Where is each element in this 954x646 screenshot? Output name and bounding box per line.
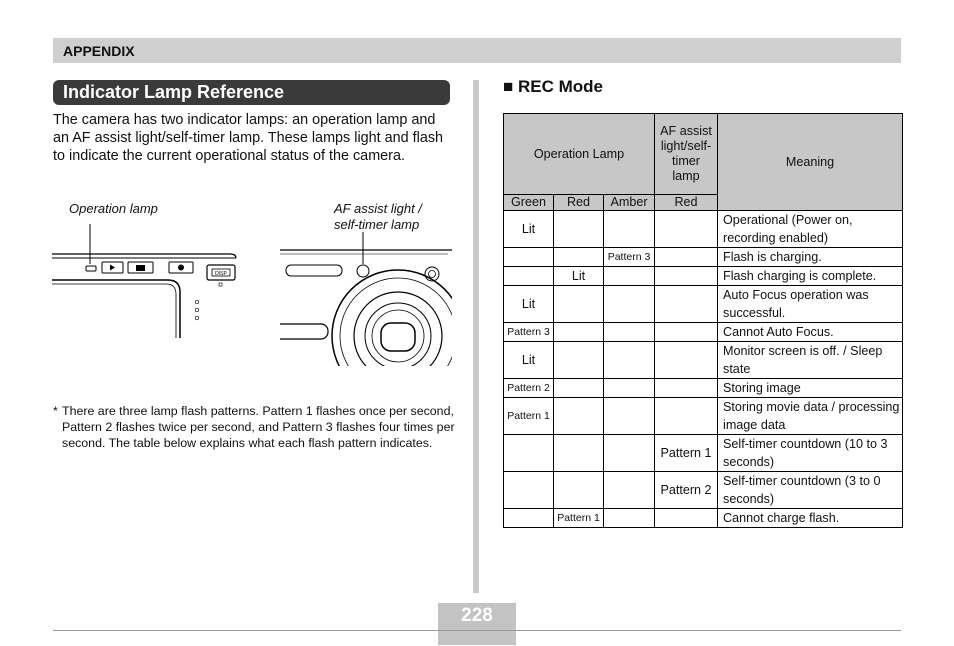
cell-meaning: Cannot Auto Focus. — [718, 323, 903, 342]
table-row — [504, 379, 903, 398]
indicator-lamp-table — [503, 113, 903, 528]
cell-green: Lit — [504, 342, 554, 379]
table-row — [504, 267, 903, 286]
cell-amber — [604, 509, 655, 528]
cell-af: Pattern 2 — [655, 472, 718, 509]
cell-af — [655, 509, 718, 528]
cell-red: Pattern 1 — [554, 509, 604, 528]
footnote-star: * — [53, 404, 58, 418]
footnote-text: There are three lamp flash patterns. Pattern 1 flashes once per second, Pattern 2 flashes twice per second, and Pattern 3 flashes four times per second. The table below explains what each flash pattern indicates. — [62, 404, 455, 450]
camera-front-illustration — [280, 232, 452, 366]
cell-meaning: Flash is charging. — [718, 248, 903, 267]
page-number: 228 — [461, 605, 493, 626]
section-title: Indicator Lamp Reference — [63, 82, 285, 102]
cell-amber — [604, 211, 655, 248]
cell-green — [504, 509, 554, 528]
camera-back-illustration — [52, 218, 242, 338]
cell-amber — [604, 472, 655, 509]
caption-operation-lamp: Operation lamp — [69, 201, 158, 216]
cell-green — [504, 435, 554, 472]
cell-red — [554, 248, 604, 267]
cell-green: Pattern 1 — [504, 398, 554, 435]
header-af-red: Red — [655, 195, 718, 211]
cell-meaning: Auto Focus operation was successful. — [718, 286, 903, 323]
header-operation-lamp: Operation Lamp — [504, 114, 655, 195]
cell-meaning: Self-timer countdown (3 to 0 seconds) — [718, 472, 903, 509]
cell-red — [554, 379, 604, 398]
cell-red — [554, 435, 604, 472]
header-af-lamp: AF assist light/self-timer lamp — [655, 114, 718, 195]
cell-meaning: Storing movie data / processing image data — [718, 398, 903, 435]
cell-meaning: Flash charging is complete. — [718, 267, 903, 286]
cell-red: Lit — [554, 267, 604, 286]
cell-af — [655, 267, 718, 286]
cell-green — [504, 248, 554, 267]
cell-amber — [604, 342, 655, 379]
cell-af — [655, 211, 718, 248]
cell-red — [554, 398, 604, 435]
cell-meaning: Monitor screen is off. / Sleep state — [718, 342, 903, 379]
cell-meaning: Storing image — [718, 379, 903, 398]
header-label: APPENDIX — [63, 43, 135, 59]
cell-red — [554, 323, 604, 342]
table-row — [504, 286, 903, 323]
cell-af — [655, 323, 718, 342]
cell-af: Pattern 1 — [655, 435, 718, 472]
table-row — [504, 435, 903, 472]
cell-af — [655, 342, 718, 379]
cell-meaning: Cannot charge flash. — [718, 509, 903, 528]
caption-af-lamp: AF assist light / self-timer lamp — [334, 201, 422, 232]
cell-meaning: Operational (Power on, recording enabled) — [718, 211, 903, 248]
cell-amber — [604, 398, 655, 435]
cell-green — [504, 267, 554, 286]
header-meaning: Meaning — [718, 114, 903, 211]
cell-red — [554, 472, 604, 509]
cell-amber — [604, 323, 655, 342]
table-row — [504, 248, 903, 267]
cell-green — [504, 472, 554, 509]
cell-amber — [604, 267, 655, 286]
table-row — [504, 472, 903, 509]
cell-red — [554, 342, 604, 379]
header-bar — [53, 38, 901, 63]
cell-af — [655, 379, 718, 398]
cell-amber — [604, 435, 655, 472]
cell-meaning: Self-timer countdown (10 to 3 seconds) — [718, 435, 903, 472]
svg-text:DISP: DISP — [215, 271, 227, 277]
cell-amber — [604, 286, 655, 323]
rec-mode-title: ■ REC Mode — [503, 77, 603, 96]
header-red: Red — [554, 195, 604, 211]
column-divider — [473, 80, 479, 593]
cell-red — [554, 286, 604, 323]
cell-amber: Pattern 3 — [604, 248, 655, 267]
cell-green: Pattern 3 — [504, 323, 554, 342]
cell-green: Lit — [504, 286, 554, 323]
section-title-bar — [53, 80, 450, 105]
header-amber: Amber — [604, 195, 655, 211]
table-row — [504, 342, 903, 379]
cell-green: Lit — [504, 211, 554, 248]
table-row — [504, 398, 903, 435]
header-green: Green — [504, 195, 554, 211]
cell-af — [655, 248, 718, 267]
cell-red — [554, 211, 604, 248]
cell-af — [655, 398, 718, 435]
table-row — [504, 211, 903, 248]
bottom-rule — [53, 630, 901, 631]
footnote — [53, 403, 462, 451]
cell-af — [655, 286, 718, 323]
table-row — [504, 509, 903, 528]
cell-amber — [604, 379, 655, 398]
cell-green: Pattern 2 — [504, 379, 554, 398]
table-row — [504, 323, 903, 342]
intro-paragraph: The camera has two indicator lamps: an operation lamp and an AF assist light/self-timer lamp. These lamps light and flash to indicate the current operational status of the camera. — [53, 112, 444, 164]
